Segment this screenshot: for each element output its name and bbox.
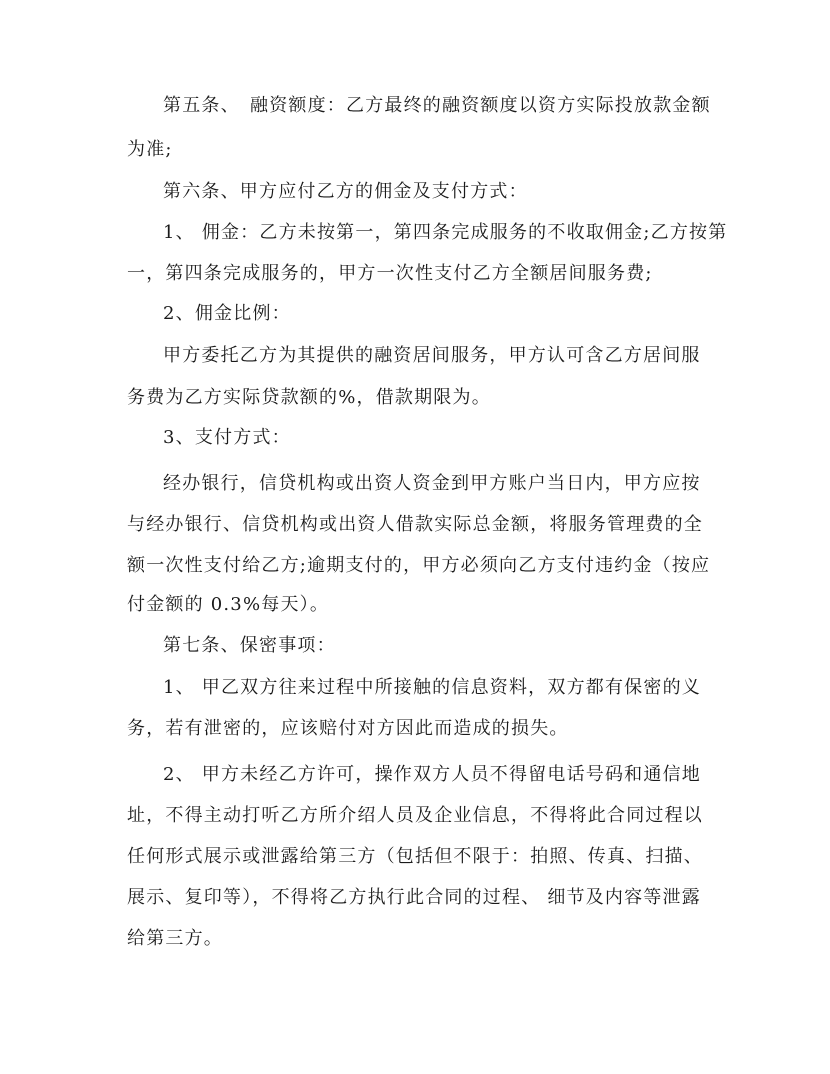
line-payment-title: 3、支付方式： (163, 427, 291, 448)
line-article5-1: 第五条、 融资额度：乙方最终的融资额度以资方实际投放款金额 (163, 95, 711, 116)
line-article5-2: 为准; (127, 139, 173, 160)
line-payment-1: 经办银行，信贷机构或出资人资金到甲方账户当日内，甲方应按 (163, 473, 701, 494)
line-commission-2: 一，第四条完成服务的，甲方一次性支付乙方全额居间服务费; (127, 263, 653, 284)
line-article7-title: 第七条、保密事项： (163, 635, 336, 656)
line-secrecy1-2: 务，若有泄密的，应该赔付对方因此而造成的损失。 (127, 718, 569, 739)
line-payment-3: 额一次性支付给乙方;逾期支付的，甲方必须向乙方支付违约金（按应 (127, 555, 711, 576)
line-article6-title: 第六条、甲方应付乙方的佣金及支付方式： (163, 181, 528, 202)
line-payment-4: 付金额的 0.3%每天）。 (127, 594, 330, 615)
line-commission-1: 1、 佣金：乙方未按第一，第四条完成服务的不收取佣金;乙方按第 (163, 222, 728, 243)
line-secrecy2-1: 2、 甲方未经乙方许可，操作双方人员不得留电话号码和通信地 (163, 764, 701, 785)
line-secrecy2-5: 给第三方。 (127, 928, 223, 949)
line-secrecy1-1: 1、 甲乙双方往来过程中所接触的信息资料，双方都有保密的义 (163, 677, 701, 698)
line-ratio-title: 2、佣金比例： (163, 303, 291, 324)
line-secrecy2-2: 址，不得主动打听乙方所介绍人员及企业信息，不得将此合同过程以 (127, 805, 703, 826)
line-secrecy2-3: 任何形式展示或泄露给第三方（包括但不限于：拍照、传真、扫描、 (127, 846, 703, 867)
line-ratio-2: 务费为乙方实际贷款额的%，借款期限为。 (127, 387, 491, 408)
line-ratio-1: 甲方委托乙方为其提供的融资居间服务，甲方认可含乙方居间服 (163, 345, 701, 366)
line-payment-2: 与经办银行、信贷机构或出资人借款实际总金额，将服务管理费的全 (127, 514, 703, 535)
line-secrecy2-4: 展示、复印等），不得将乙方执行此合同的过程、 细节及内容等泄露 (127, 887, 701, 908)
